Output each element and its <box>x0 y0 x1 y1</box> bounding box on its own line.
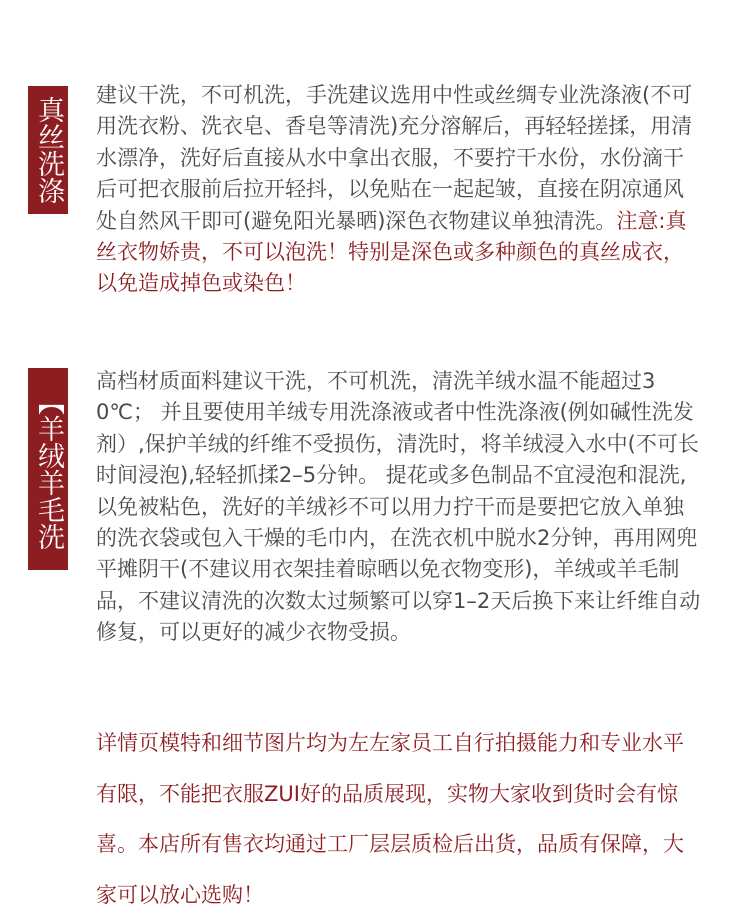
silk-care-text <box>96 80 704 300</box>
silk-care-tag: 真丝洗涤 <box>28 86 68 214</box>
silk-care-warning: 注意:真丝衣物娇贵，不可以泡洗！特别是深色或多种颜色的真丝成衣，以免造成掉色或染色！ <box>96 208 687 296</box>
silk-care-instructions: 建议干洗，不可机洗，手洗建议选用中性或丝绸专业洗涤液(不可用洗衣粉、洗衣皂、香皂等清洗)充分溶解后，再轻轻搓揉，用清水漂净，洗好后直接从水中拿出衣服，不要拧干水份，水份滴干后可把衣服前后拉开轻抖，以免贴在一起起皱，直接在阴凉通风处自然风干即可(避免阳光暴晒)深色衣物建议单独清洗。 <box>96 83 693 233</box>
product-photo-note: 详情页模特和细节图片均为左左家员工自行拍摄能力和专业水平有限，不能把衣服ZUI好的品质展现，实物大家收到货时会有惊喜。本店所有售衣均通过工厂层层质检后出货，品质有保障，大家可以放心选购！ <box>96 731 684 907</box>
wool-care-tag: 【羊绒羊毛洗 <box>28 368 68 570</box>
wool-care-text: 高档材质面料建议干洗，不可机洗，清洗羊绒水温不能超过30℃； 并且要使用羊绒专用洗涤液或者中性洗涤液(例如碱性洗发剂）,保护羊绒的纤维不受损伤，清洗时，将羊绒浸入水中(不可长时间浸泡),轻轻抓揉2–5分钟。 提花或多色制品不宜浸泡和混洗,以免被粘色，洗好的羊绒衫不可以用力拧干而是要把它放入单独的洗衣袋或包入干燥的毛巾内，在洗衣机中脱水2分钟，再用网兜平摊阴干(不建议用衣架挂着晾晒以免衣物变形)，羊绒或羊毛制品，不建议清洗的次数太过频繁可以穿1–2天后换下来让纤维自动修复，可以更好的减少衣物受损。 <box>96 369 701 645</box>
